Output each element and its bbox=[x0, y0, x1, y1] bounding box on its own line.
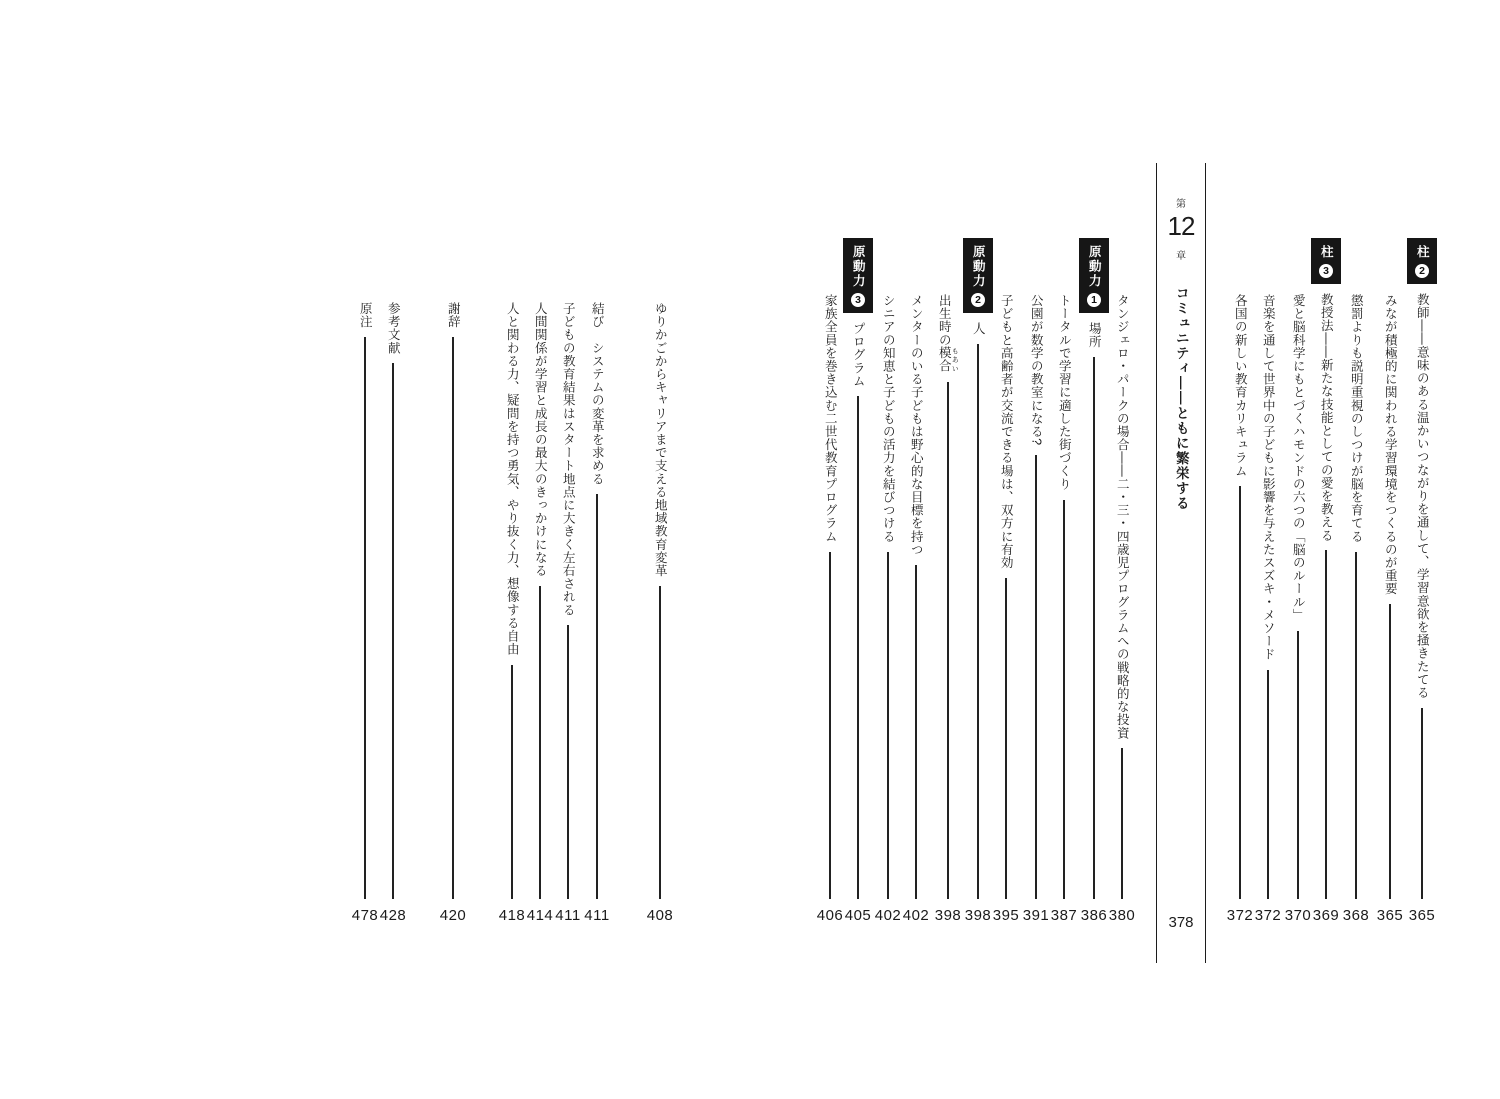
leader-line bbox=[947, 382, 949, 899]
leader-line bbox=[1325, 550, 1327, 899]
chapter-heading bbox=[1156, 163, 1206, 963]
chapter-prefix-label: 第 bbox=[1176, 199, 1186, 210]
toc-entry bbox=[1107, 294, 1137, 925]
entry-title: 参考文献 bbox=[386, 302, 401, 355]
chapter-number: 12 bbox=[1167, 211, 1195, 241]
leader-line bbox=[857, 396, 859, 899]
leader-line bbox=[452, 337, 454, 899]
page-number: 411 bbox=[555, 907, 581, 924]
entry-title: みなが積極的に関われる学習環境をつくるのが重要 bbox=[1383, 294, 1398, 596]
badge-label: 原動力 bbox=[971, 245, 986, 289]
toc-entry bbox=[1021, 294, 1051, 925]
page-number: 418 bbox=[498, 907, 526, 924]
leader-line bbox=[1005, 578, 1007, 899]
leader-line bbox=[1355, 552, 1357, 899]
entry-title: 子どもと高齢者が交流できる場は、双方に有効 bbox=[999, 294, 1014, 570]
entry-title: タンジェロ・パークの場合——二・三・四歳児プログラムへの戦略的な投資 bbox=[1115, 294, 1130, 740]
entry-title: ゆりかごからキャリアまで支える地域教育変革 bbox=[653, 302, 668, 578]
entry-title: 愛と脳科学にもとづくハモンドの六つの「脳のルール」 bbox=[1291, 294, 1306, 622]
page-number: 398 bbox=[934, 907, 962, 924]
entry-title: トータルで学習に適した街づくり bbox=[1057, 294, 1072, 491]
toc-entry bbox=[991, 294, 1021, 925]
toc-entry bbox=[378, 302, 408, 925]
entry-title: 公園が数学の教室になる? bbox=[1029, 294, 1044, 446]
entry-title: 人と関わる力、疑問を持つ勇気、やり抜く力、想像する自由 bbox=[505, 302, 520, 656]
leader-line bbox=[596, 494, 598, 899]
page-number: 368 bbox=[1342, 907, 1370, 924]
page-number: 386 bbox=[1080, 907, 1108, 924]
toc-entry bbox=[1079, 238, 1109, 925]
page-number: 408 bbox=[646, 907, 674, 924]
badge-label: 柱 bbox=[1415, 245, 1430, 260]
badge-number-circle: 3 bbox=[851, 293, 865, 307]
page-number: 402 bbox=[874, 907, 902, 924]
toc-entry bbox=[873, 294, 903, 925]
toc-entry bbox=[438, 302, 468, 925]
badge-label: 原動力 bbox=[851, 245, 866, 289]
page-number: 478 bbox=[351, 907, 379, 924]
page-number: 406 bbox=[816, 907, 844, 924]
badge-number-circle: 2 bbox=[1415, 264, 1429, 278]
toc-entry bbox=[1225, 294, 1255, 925]
leader-line bbox=[392, 363, 394, 899]
toc-entry bbox=[1341, 294, 1371, 925]
page-number: 420 bbox=[439, 907, 467, 924]
toc-entry bbox=[1049, 294, 1079, 925]
page-number: 365 bbox=[1376, 907, 1404, 924]
toc-entry bbox=[815, 294, 845, 925]
toc-entry bbox=[645, 302, 675, 925]
badge-number-circle: 3 bbox=[1319, 264, 1333, 278]
leader-line bbox=[1121, 748, 1123, 899]
toc-entry bbox=[1253, 294, 1283, 925]
page-number: 398 bbox=[964, 907, 992, 924]
leader-line bbox=[364, 337, 366, 899]
toc-entry bbox=[553, 302, 583, 925]
driver-badge bbox=[963, 238, 993, 313]
entry-title: シニアの知恵と子どもの活力を結びつける bbox=[881, 294, 896, 543]
page-number: 372 bbox=[1226, 907, 1254, 924]
entry-title: 子どもの教育結果はスタート地点に大きく左右される bbox=[561, 302, 576, 617]
badge-number-circle: 2 bbox=[971, 293, 985, 307]
toc-entry bbox=[901, 294, 931, 925]
leader-line bbox=[1421, 708, 1423, 899]
toc-entry bbox=[963, 238, 993, 925]
toc-entry bbox=[933, 294, 963, 925]
entry-title: 人間関係が学習と成長の最大のきっかけになる bbox=[533, 302, 548, 578]
page-number: 391 bbox=[1022, 907, 1050, 924]
leader-line bbox=[977, 344, 979, 899]
entry-title: 人 bbox=[971, 321, 986, 335]
entry-title: 教師——意味のある温かいつながりを通して、学習意欲を掻きたてる bbox=[1415, 292, 1430, 699]
pillar-badge bbox=[1407, 238, 1437, 284]
entry-title: 原注 bbox=[358, 302, 373, 329]
page-number: 387 bbox=[1050, 907, 1078, 924]
page-number: 372 bbox=[1254, 907, 1282, 924]
page-number: 365 bbox=[1408, 907, 1436, 924]
page-number: 370 bbox=[1284, 907, 1312, 924]
page-number: 369 bbox=[1312, 907, 1340, 924]
page-number: 414 bbox=[526, 907, 554, 924]
entry-title: 懲罰よりも説明重視のしつけが脳を育てる bbox=[1349, 294, 1364, 543]
entry-title: 家族全員を巻き込む二世代教育プログラム bbox=[823, 294, 838, 543]
toc-entry bbox=[1375, 294, 1405, 925]
chapter-suffix-label: 章 bbox=[1176, 251, 1186, 262]
entry-title: プログラム bbox=[851, 321, 866, 387]
pillar-badge bbox=[1311, 238, 1341, 284]
badge-number-circle: 1 bbox=[1087, 293, 1101, 307]
leader-line bbox=[1267, 670, 1269, 899]
driver-badge bbox=[843, 238, 873, 313]
leader-line bbox=[567, 625, 569, 899]
toc-entry bbox=[497, 302, 527, 925]
page-number: 405 bbox=[844, 907, 872, 924]
page-number: 402 bbox=[902, 907, 930, 924]
toc-entry bbox=[582, 302, 612, 925]
leader-line bbox=[511, 665, 513, 899]
entry-title: 出生時の模合 もあい bbox=[937, 294, 959, 373]
leader-line bbox=[1297, 631, 1299, 900]
leader-line bbox=[1093, 357, 1095, 899]
toc-entry bbox=[350, 302, 380, 925]
toc-entry bbox=[1283, 294, 1313, 925]
leader-line bbox=[659, 586, 661, 899]
leader-line bbox=[539, 586, 541, 899]
badge-label: 原動力 bbox=[1087, 245, 1102, 289]
page-number: 380 bbox=[1108, 907, 1136, 924]
page-number: 411 bbox=[584, 907, 610, 924]
entry-title: 各国の新しい教育カリキュラム bbox=[1233, 294, 1248, 478]
page-number: 428 bbox=[379, 907, 407, 924]
leader-line bbox=[887, 552, 889, 899]
entry-title: 教授法——新たな技能としての愛を教える bbox=[1319, 292, 1334, 542]
leader-line bbox=[1063, 500, 1065, 900]
driver-badge bbox=[1079, 238, 1109, 313]
leader-line bbox=[1239, 486, 1241, 899]
leader-line bbox=[915, 565, 917, 899]
entry-title: 謝辞 bbox=[446, 302, 461, 329]
toc-entry bbox=[525, 302, 555, 925]
badge-label: 柱 bbox=[1319, 245, 1334, 260]
entry-title: 結び システムの変革を求める bbox=[590, 302, 605, 486]
leader-line bbox=[829, 552, 831, 899]
toc-entry bbox=[1407, 238, 1437, 925]
chapter-page-number: 378 bbox=[1168, 914, 1194, 931]
leader-line bbox=[1035, 455, 1037, 899]
toc-entry bbox=[1311, 238, 1341, 925]
toc-entry bbox=[843, 238, 873, 925]
entry-title: 音楽を通して世界中の子どもに影響を与えたスズキ・メソード bbox=[1261, 294, 1276, 661]
page-number: 395 bbox=[992, 907, 1020, 924]
chapter-title: コミュニティ——ともに繁栄する bbox=[1173, 286, 1189, 511]
leader-line bbox=[1389, 604, 1391, 899]
entry-title: 場所 bbox=[1087, 321, 1102, 348]
entry-title: メンターのいる子どもは野心的な目標を持つ bbox=[909, 294, 924, 556]
